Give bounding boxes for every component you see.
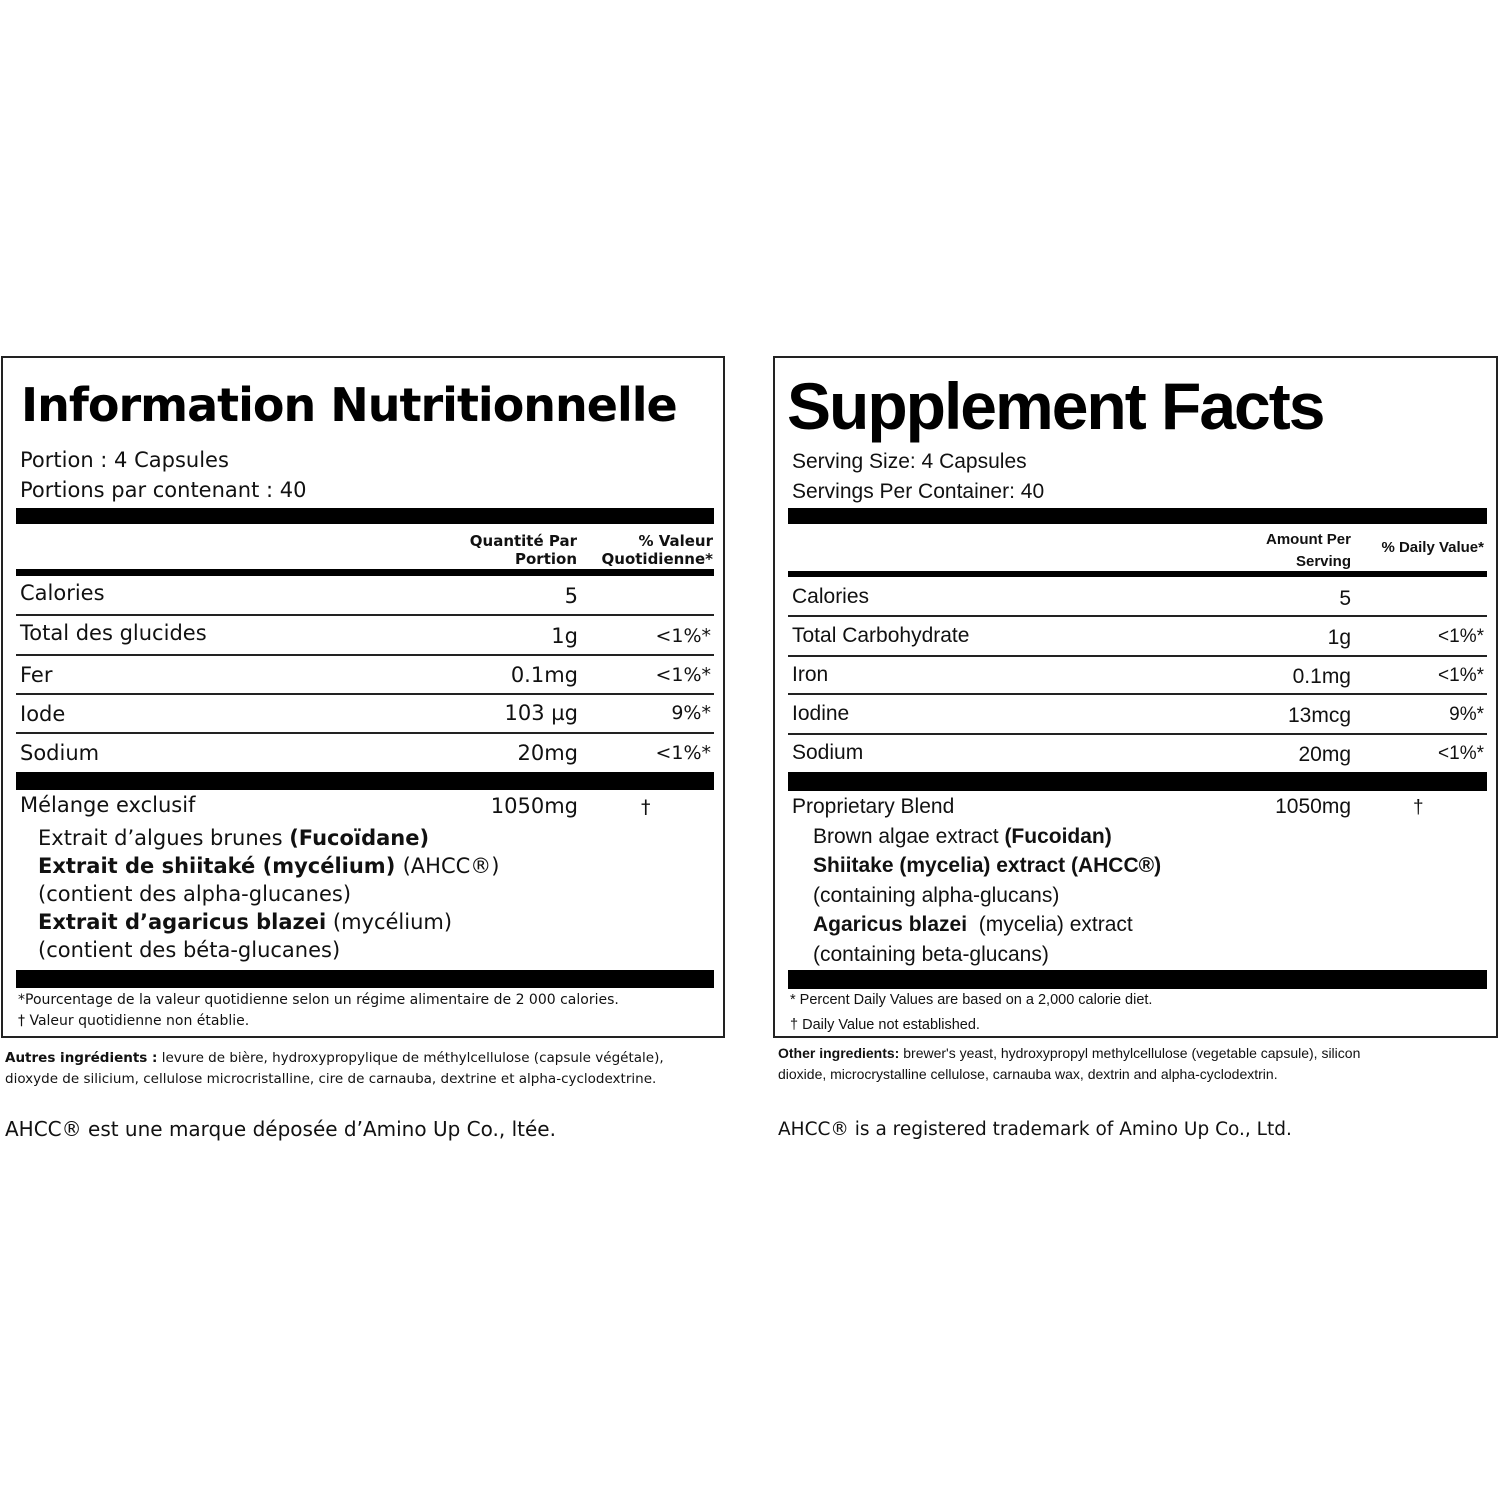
amount-header: Quantité Par Portion	[469, 532, 577, 568]
row-sodium-dv: <1%*	[1438, 743, 1484, 764]
blend-ingredient-3-note: (contient des béta-glucanes)	[38, 938, 341, 962]
serving-size: Serving Size: 4 Capsules	[792, 450, 1027, 473]
english-trademark-notice: AHCC® is a registered trademark of Amino Up Co., Ltd.	[778, 1119, 1292, 1140]
servings-per-container: Servings Per Container: 40	[792, 480, 1045, 503]
blend-ingredient-2: Extrait de shiitaké (mycélium) (AHCC®)	[38, 854, 500, 878]
daily-value-header: % Valeur Quotidienne*	[601, 532, 713, 568]
row-divider	[16, 654, 714, 656]
row-carbohydrate-dv: <1%*	[1438, 626, 1484, 647]
row-carbohydrate-label: Total Carbohydrate	[792, 624, 970, 647]
row-sodium-dv: <1%*	[655, 742, 711, 764]
blend-ingredient-1: Extrait d’algues brunes (Fucoïdane)	[38, 826, 430, 850]
daily-value-header: % Daily Value*	[1381, 539, 1484, 556]
amount-header: Amount Per Serving	[1265, 531, 1351, 570]
label-title: Supplement Facts	[787, 369, 1324, 443]
row-iodine-label: Iodine	[792, 702, 850, 725]
medium-divider	[16, 569, 714, 576]
row-calories-label: Calories	[20, 581, 105, 605]
blend-ingredient-1: Brown algae extract (Fucoidan)	[813, 825, 1112, 848]
footnote-dagger: † Daily Value not established.	[790, 1017, 980, 1033]
row-calories-amount: 5	[1339, 587, 1351, 610]
row-iodine-amount: 103 µg	[504, 701, 578, 725]
blend-ingredient-3: Extrait d’agaricus blazei (mycélium)	[38, 910, 453, 934]
blend-ingredient-2-note: (containing alpha-glucans)	[813, 884, 1060, 907]
row-iodine-dv: 9%*	[1449, 704, 1484, 725]
blend-label: Proprietary Blend	[792, 795, 955, 818]
row-divider	[16, 614, 714, 616]
blend-ingredient-2: Shiitake (mycelia) extract (AHCC®)	[813, 854, 1162, 877]
blend-label: Mélange exclusif	[20, 793, 196, 817]
row-calories-label: Calories	[792, 585, 870, 608]
label-title: Information Nutritionnelle	[21, 378, 677, 432]
thick-divider	[788, 772, 1487, 791]
row-carbohydrate-label: Total des glucides	[20, 621, 207, 645]
medium-divider	[788, 571, 1487, 577]
row-divider	[16, 732, 714, 734]
row-iodine-dv: 9%*	[671, 702, 711, 724]
blend-amount: 1050mg	[1275, 795, 1351, 818]
thick-divider	[16, 772, 714, 790]
servings-per-container: Portions par contenant : 40	[20, 478, 307, 502]
thick-divider	[788, 508, 1487, 524]
row-iodine-label: Iode	[20, 702, 66, 726]
row-sodium-label: Sodium	[792, 741, 864, 764]
row-carbohydrate-amount: 1g	[551, 624, 578, 648]
row-sodium-amount: 20mg	[1298, 743, 1351, 766]
row-calories-amount: 5	[564, 584, 578, 608]
row-iron-amount: 0.1mg	[510, 663, 578, 687]
blend-ingredient-3-note: (containing beta-glucans)	[813, 943, 1049, 966]
row-divider	[16, 693, 714, 695]
row-sodium-amount: 20mg	[517, 741, 578, 765]
row-divider	[788, 733, 1487, 735]
french-other-ingredients: Autres ingrédients : levure de bière, hydroxypropylique de méthylcellulose (capsule végétale), dioxyde de silicium, cellulose microcristalline, cire de carnauba, dextrine et alpha-cyclodextrine.	[5, 1050, 664, 1087]
blend-amount: 1050mg	[490, 794, 578, 818]
supplement-facts-label	[773, 356, 1498, 1038]
french-trademark-notice: AHCC® est une marque déposée d’Amino Up Co., ltée.	[5, 1117, 556, 1141]
row-carbohydrate-amount: 1g	[1327, 626, 1351, 649]
french-nutrition-label	[1, 356, 725, 1038]
row-iron-label: Iron	[792, 663, 829, 686]
row-iron-dv: <1%*	[655, 664, 711, 686]
blend-ingredient-3: Agaricus blazei (mycelia) extract	[813, 913, 1133, 936]
row-divider	[788, 693, 1487, 695]
thick-divider	[16, 508, 714, 524]
row-carbohydrate-dv: <1%*	[655, 625, 711, 647]
row-sodium-label: Sodium	[20, 741, 100, 765]
blend-ingredient-2-note: (contient des alpha-glucanes)	[38, 882, 352, 906]
row-divider	[788, 615, 1487, 617]
footnote-dagger: † Valeur quotidienne non établie.	[18, 1013, 250, 1029]
row-divider	[788, 655, 1487, 657]
row-iron-amount: 0.1mg	[1292, 665, 1351, 688]
row-iron-label: Fer	[20, 663, 53, 687]
row-iodine-amount: 13mcg	[1287, 704, 1351, 727]
footnote-daily-value: * Percent Daily Values are based on a 2,000 calorie diet.	[790, 992, 1153, 1008]
row-iron-dv: <1%*	[1438, 665, 1484, 686]
thick-divider	[16, 970, 714, 988]
thick-divider	[788, 970, 1487, 989]
blend-dagger: †	[1413, 797, 1424, 818]
footnote-daily-value: *Pourcentage de la valeur quotidienne selon un régime alimentaire de 2 000 calories.	[18, 992, 619, 1008]
blend-dagger: †	[641, 796, 651, 818]
english-other-ingredients: Other ingredients: brewer's yeast, hydroxypropyl methylcellulose (vegetable capsule), silicon dioxide, microcrystalline cellulose, carnauba wax, dextrin and alpha-cyclodextrin.	[778, 1045, 1361, 1082]
serving-size: Portion : 4 Capsules	[20, 448, 229, 472]
